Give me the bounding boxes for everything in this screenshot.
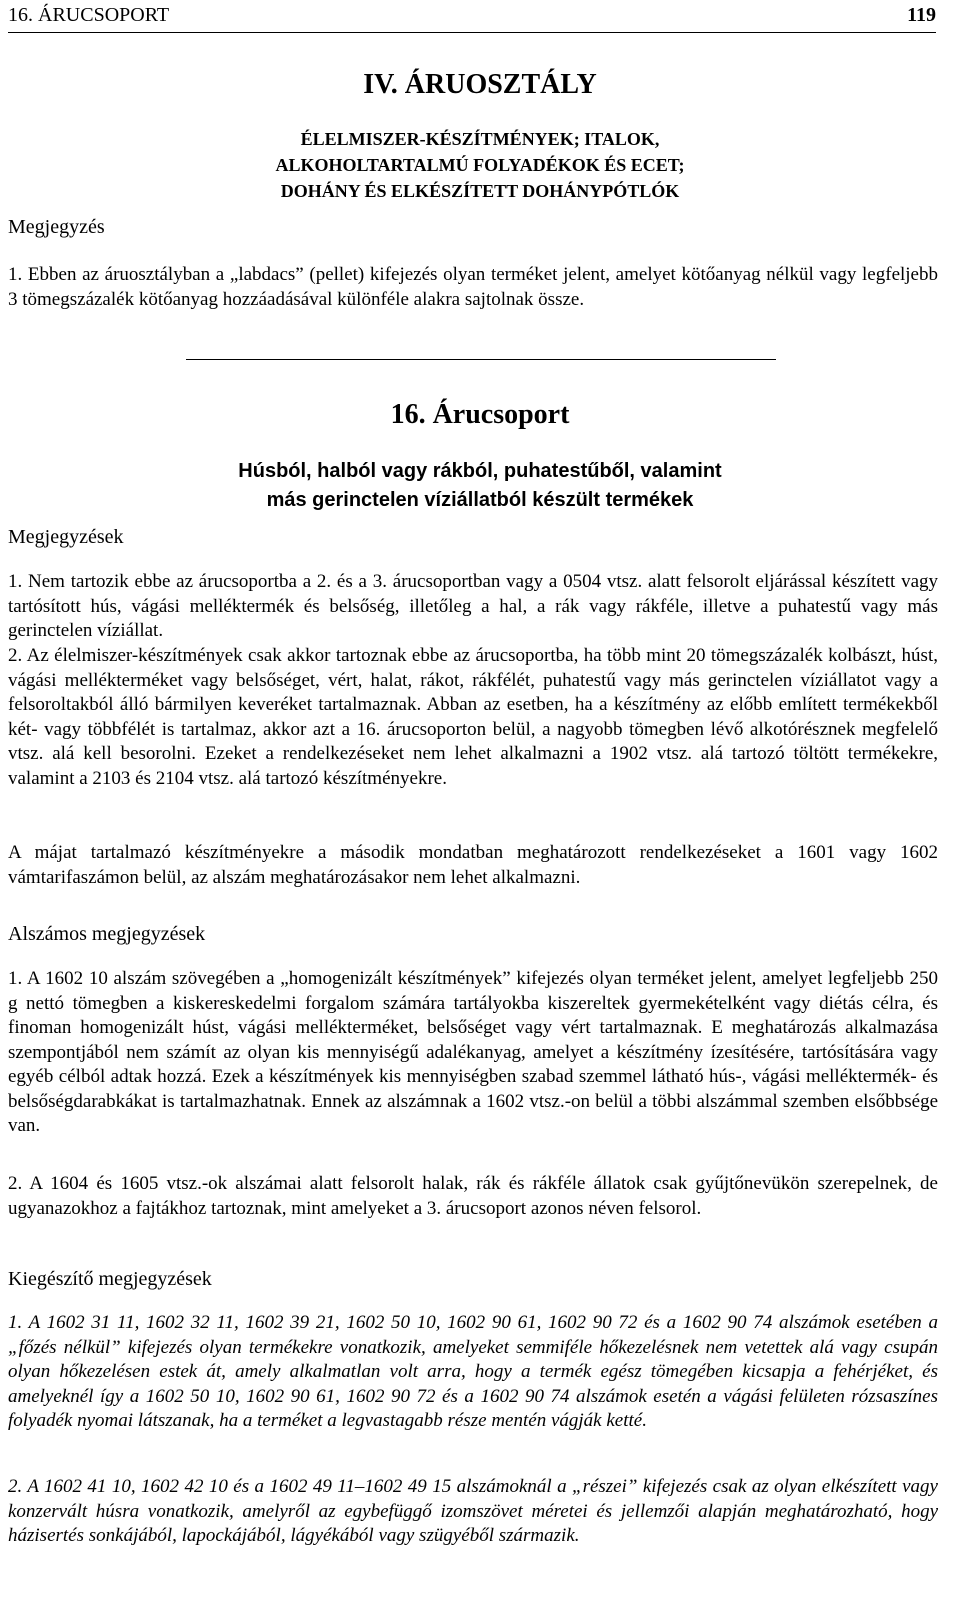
chapter-subtitle <box>0 458 960 516</box>
chapter-subtitle-line: Húsból, halból vagy rákból, puhatestűből, valamint <box>238 460 722 482</box>
section-note-label: Megjegyzés <box>8 216 105 238</box>
section-title: IV. ÁRUOSZTÁLY <box>363 69 597 100</box>
section-subtitle-line: DOHÁNY ÉS ELKÉSZÍTETT DOHÁNYPÓTLÓK <box>280 181 680 201</box>
page-number: 119 <box>907 4 936 26</box>
additional-notes-label: Kiegészítő megjegyzések <box>8 1268 212 1290</box>
additional-note-2: 2. A 1602 41 10, 1602 42 10 és a 1602 49 11–1602 49 15 alszámoknál a „részei” kifejezés csak az olyan elkészített vagy konzervált húsra vonatkozik, amelyről az egybefüggő izomszövet méretei és jellemzői alapján meghatározható, hogy házisertés sonkájából, lapockájából, lágyékából vagy szügyéből származik. <box>8 1476 938 1546</box>
subheading-note-2: 2. A 1604 és 1605 vtsz.-ok alszámai alatt felsorolt halak, rák és rákféle állatok csak gyűjtőnevükön szerepelnek, de ugyanazokhoz a fajtákhoz tartoznak, mint amelyeket a 3. árucsoport azonos néven felsorol. <box>8 1173 938 1219</box>
chapter-note-2-continued: A májat tartalmazó készítményekre a második mondatban meghatározott rendelkezéseket a 1601 vagy 1602 vámtarifaszámon belül, az alszám meghatározásakor nem lehet alkalmazni. <box>8 842 938 888</box>
section-note-1: 1. Ebben az áruosztályban a „labdacs” (pellet) kifejezés olyan terméket jelent, amelyet kötőanyag nélkül vagy legfeljebb 3 tömegszázalék kötőanyag hozzáadásával különféle alakra sajtolnak össze. <box>8 264 938 310</box>
section-subtitle-line: ALKOHOLTARTALMÚ FOLYADÉKOK ÉS ECET; <box>275 155 685 175</box>
subheading-notes-label: Alszámos megjegyzések <box>8 923 206 945</box>
chapter-notes-label: Megjegyzések <box>8 526 124 548</box>
running-header <box>8 2 936 28</box>
header-chapter: 16. ÁRUCSOPORT <box>8 4 170 26</box>
chapter-subtitle-line: más gerinctelen víziállatból készült termékek <box>266 489 694 511</box>
header-rule <box>8 32 936 33</box>
additional-note-1: 1. A 1602 31 11, 1602 32 11, 1602 39 21, 1602 50 10, 1602 90 61, 1602 90 72 és a 1602 90 74 alszámok esetében a „főzés nélkül” kifejezés olyan termékekre vonatkozik, amelyeket semmiféle hőkezelésnek nem vetettek alá vagy csupán olyan hőkezelésen estek át, amely alkalmatlan volt arra, hogy a termék egész tömegében kicsapja a fehérjéket, és amelyeknél így a 1602 50 10, 1602 90 61, 1602 90 72 és a 1602 90 74 alszámok esetén a vágási felületen rózsaszínes folyadék nyomai látszanak, ha a terméket a legvastagabb része mentén vágják ketté. <box>8 1312 938 1431</box>
subheading-note-1: 1. A 1602 10 alszám szövegében a „homogenizált készítmények” kifejezés olyan terméket jelent, amelyet legfeljebb 250 g nettó tömegben a kiskereskedelmi forgalom számára tartályokba kiszereltek gyermekételként vagy diétás célra, és finoman homogenizált húst, vágási mellékterméket, belsőséget vagy vért tartalmaznak. E meghatározás alkalmazása szempontjából nem számít az olyan kis mennyiségű adalékanyag, amelyet a készítmény ízesítésére, tartósítására vagy egyéb célból adtak hozzá. Ezek a készítmények kis mennyiségben szabad szemmel látható hús-, vágási melléktermék- és belsőségdarabkákat is tartalmazhatnak. Ennek az alszámnak a 1602 vtsz.-on belül a többi alszámmal szemben elsőbbsége van. <box>8 968 938 1136</box>
section-subtitle <box>0 126 960 204</box>
section-subtitle-line: ÉLELMISZER-KÉSZÍTMÉNYEK; ITALOK, <box>300 129 660 149</box>
chapter-note-2: 2. Az élelmiszer-készítmények csak akkor tartoznak ebbe az árucsoportba, ha több mint 20 tömegszázalék kolbászt, húst, vágási mellékterméket vagy belsőséget, vért, halat, rákot, rákfélét, puhatestű vagy más gerinctelen víziállatot vagy a felsoroltakból álló bármilyen keveréket tartalmaznak. Abban az esetben, ha a készítmény az előbb említett termékekből két- vagy többfélét is tartalmaz, akkor azt a 16. árucsoporton belül, a nagyobb tömegben lévő alkotórésznek megfelelő vtsz. alá kell besorolni. Ezeket a rendelkezéseket nem lehet alkalmazni a 1902 vtsz. alá tartozó töltött termékekre, valamint a 2103 és 2104 vtsz. alá tartozó készítményekre. <box>8 645 938 789</box>
divider-rule <box>186 359 776 360</box>
chapter-title: 16. Árucsoport <box>390 399 570 430</box>
chapter-note-1: 1. Nem tartozik ebbe az árucsoportba a 2. és a 3. árucsoportban vagy a 0504 vtsz. alatt felsorolt eljárással készített vagy tartósított hús, vágási melléktermék és belsőség, illetőleg a hal, a rák vagy rákféle, illetve a puhatestű vagy más gerinctelen víziállat. <box>8 571 938 641</box>
